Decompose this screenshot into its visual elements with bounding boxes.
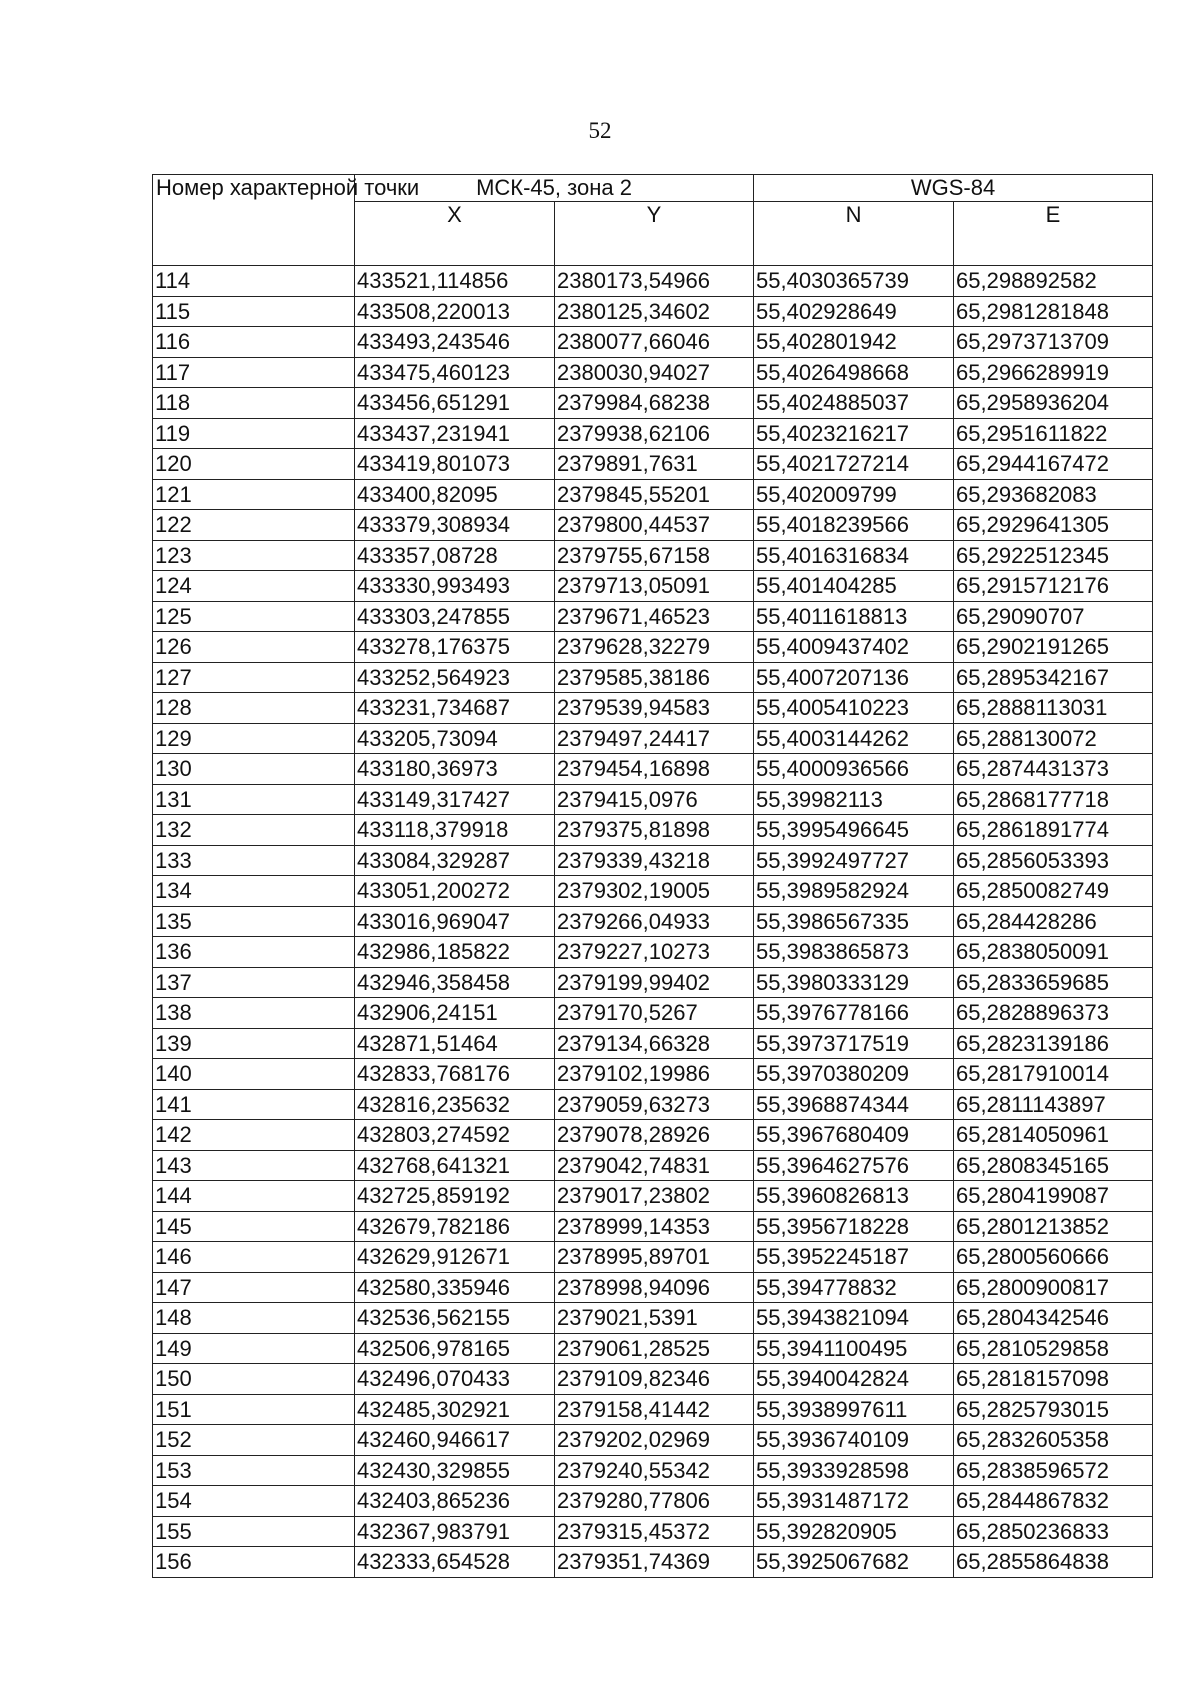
y-cell: 2379158,41442 bbox=[555, 1394, 754, 1425]
table-row bbox=[153, 1455, 1153, 1486]
table-row bbox=[153, 937, 1153, 968]
point-number-cell: 152 bbox=[153, 1425, 355, 1456]
point-number-cell: 145 bbox=[153, 1211, 355, 1242]
point-number-cell: 153 bbox=[153, 1455, 355, 1486]
coordinates-table bbox=[152, 174, 1153, 1578]
x-cell: 433051,200272 bbox=[355, 876, 555, 907]
n-cell: 55,3983865873 bbox=[754, 937, 954, 968]
point-number-cell: 134 bbox=[153, 876, 355, 907]
point-number-cell: 143 bbox=[153, 1150, 355, 1181]
header-msk45-zone2: МСК-45, зона 2 bbox=[355, 175, 754, 202]
x-cell: 432679,782186 bbox=[355, 1211, 555, 1242]
table-header bbox=[153, 175, 1153, 266]
n-cell: 55,3973717519 bbox=[754, 1028, 954, 1059]
y-cell: 2379017,23802 bbox=[555, 1181, 754, 1212]
table-body bbox=[153, 266, 1153, 1578]
header-point-number: Номер характерной точки bbox=[153, 175, 355, 266]
e-cell: 65,2850082749 bbox=[954, 876, 1153, 907]
x-cell: 433205,73094 bbox=[355, 723, 555, 754]
n-cell: 55,3995496645 bbox=[754, 815, 954, 846]
e-cell: 65,2861891774 bbox=[954, 815, 1153, 846]
n-cell: 55,4030365739 bbox=[754, 266, 954, 297]
e-cell: 65,2856053393 bbox=[954, 845, 1153, 876]
n-cell: 55,3943821094 bbox=[754, 1303, 954, 1334]
point-number-cell: 120 bbox=[153, 449, 355, 480]
x-cell: 433084,329287 bbox=[355, 845, 555, 876]
e-cell: 65,2944167472 bbox=[954, 449, 1153, 480]
point-number-cell: 147 bbox=[153, 1272, 355, 1303]
x-cell: 433456,651291 bbox=[355, 388, 555, 419]
x-cell: 433379,308934 bbox=[355, 510, 555, 541]
e-cell: 65,2804342546 bbox=[954, 1303, 1153, 1334]
e-cell: 65,2902191265 bbox=[954, 632, 1153, 663]
e-cell: 65,2966289919 bbox=[954, 357, 1153, 388]
point-number-cell: 118 bbox=[153, 388, 355, 419]
point-number-cell: 123 bbox=[153, 540, 355, 571]
e-cell: 65,2868177718 bbox=[954, 784, 1153, 815]
e-cell: 65,2804199087 bbox=[954, 1181, 1153, 1212]
x-cell: 433437,231941 bbox=[355, 418, 555, 449]
e-cell: 65,2895342167 bbox=[954, 662, 1153, 693]
point-number-cell: 131 bbox=[153, 784, 355, 815]
n-cell: 55,4009437402 bbox=[754, 632, 954, 663]
y-cell: 2379351,74369 bbox=[555, 1547, 754, 1578]
point-number-cell: 138 bbox=[153, 998, 355, 1029]
table-row bbox=[153, 418, 1153, 449]
e-cell: 65,2808345165 bbox=[954, 1150, 1153, 1181]
y-cell: 2379585,38186 bbox=[555, 662, 754, 693]
y-cell: 2380125,34602 bbox=[555, 296, 754, 327]
x-cell: 433118,379918 bbox=[355, 815, 555, 846]
n-cell: 55,4007207136 bbox=[754, 662, 954, 693]
table-row bbox=[153, 784, 1153, 815]
e-cell: 65,298892582 bbox=[954, 266, 1153, 297]
e-cell: 65,2823139186 bbox=[954, 1028, 1153, 1059]
y-cell: 2379539,94583 bbox=[555, 693, 754, 724]
point-number-cell: 121 bbox=[153, 479, 355, 510]
point-number-cell: 114 bbox=[153, 266, 355, 297]
e-cell: 65,2838596572 bbox=[954, 1455, 1153, 1486]
y-cell: 2380030,94027 bbox=[555, 357, 754, 388]
n-cell: 55,39982113 bbox=[754, 784, 954, 815]
table-row bbox=[153, 1303, 1153, 1334]
n-cell: 55,3992497727 bbox=[754, 845, 954, 876]
point-number-cell: 141 bbox=[153, 1089, 355, 1120]
y-cell: 2379170,5267 bbox=[555, 998, 754, 1029]
n-cell: 55,3941100495 bbox=[754, 1333, 954, 1364]
e-cell: 65,2973713709 bbox=[954, 327, 1153, 358]
table-row bbox=[153, 357, 1153, 388]
point-number-cell: 127 bbox=[153, 662, 355, 693]
point-number-cell: 139 bbox=[153, 1028, 355, 1059]
y-cell: 2380077,66046 bbox=[555, 327, 754, 358]
point-number-cell: 137 bbox=[153, 967, 355, 998]
table-row bbox=[153, 693, 1153, 724]
n-cell: 55,4000936566 bbox=[754, 754, 954, 785]
n-cell: 55,394778832 bbox=[754, 1272, 954, 1303]
y-cell: 2379755,67158 bbox=[555, 540, 754, 571]
x-cell: 433419,801073 bbox=[355, 449, 555, 480]
n-cell: 55,4021727214 bbox=[754, 449, 954, 480]
x-cell: 432629,912671 bbox=[355, 1242, 555, 1273]
y-cell: 2379339,43218 bbox=[555, 845, 754, 876]
x-cell: 432833,768176 bbox=[355, 1059, 555, 1090]
table-row bbox=[153, 449, 1153, 480]
point-number-cell: 146 bbox=[153, 1242, 355, 1273]
point-number-cell: 129 bbox=[153, 723, 355, 754]
point-number-cell: 132 bbox=[153, 815, 355, 846]
n-cell: 55,4018239566 bbox=[754, 510, 954, 541]
table-row bbox=[153, 510, 1153, 541]
n-cell: 55,402928649 bbox=[754, 296, 954, 327]
point-number-cell: 130 bbox=[153, 754, 355, 785]
y-cell: 2378998,94096 bbox=[555, 1272, 754, 1303]
point-number-cell: 144 bbox=[153, 1181, 355, 1212]
point-number-cell: 156 bbox=[153, 1547, 355, 1578]
table-row bbox=[153, 845, 1153, 876]
e-cell: 65,2888113031 bbox=[954, 693, 1153, 724]
x-cell: 432460,946617 bbox=[355, 1425, 555, 1456]
e-cell: 65,2850236833 bbox=[954, 1516, 1153, 1547]
e-cell: 65,2922512345 bbox=[954, 540, 1153, 571]
point-number-cell: 149 bbox=[153, 1333, 355, 1364]
n-cell: 55,4024885037 bbox=[754, 388, 954, 419]
x-cell: 432485,302921 bbox=[355, 1394, 555, 1425]
header-x: X bbox=[355, 202, 555, 266]
e-cell: 65,29090707 bbox=[954, 601, 1153, 632]
y-cell: 2379713,05091 bbox=[555, 571, 754, 602]
e-cell: 65,2801213852 bbox=[954, 1211, 1153, 1242]
e-cell: 65,2811143897 bbox=[954, 1089, 1153, 1120]
x-cell: 433475,460123 bbox=[355, 357, 555, 388]
n-cell: 55,3989582924 bbox=[754, 876, 954, 907]
e-cell: 65,2818157098 bbox=[954, 1364, 1153, 1395]
x-cell: 432816,235632 bbox=[355, 1089, 555, 1120]
y-cell: 2379059,63273 bbox=[555, 1089, 754, 1120]
n-cell: 55,401404285 bbox=[754, 571, 954, 602]
point-number-cell: 150 bbox=[153, 1364, 355, 1395]
y-cell: 2379227,10273 bbox=[555, 937, 754, 968]
point-number-cell: 128 bbox=[153, 693, 355, 724]
y-cell: 2379042,74831 bbox=[555, 1150, 754, 1181]
x-cell: 432367,983791 bbox=[355, 1516, 555, 1547]
y-cell: 2379628,32279 bbox=[555, 632, 754, 663]
e-cell: 65,2929641305 bbox=[954, 510, 1153, 541]
y-cell: 2379199,99402 bbox=[555, 967, 754, 998]
point-number-cell: 151 bbox=[153, 1394, 355, 1425]
y-cell: 2379845,55201 bbox=[555, 479, 754, 510]
table-row bbox=[153, 1181, 1153, 1212]
n-cell: 55,3933928598 bbox=[754, 1455, 954, 1486]
point-number-cell: 136 bbox=[153, 937, 355, 968]
e-cell: 65,2800900817 bbox=[954, 1272, 1153, 1303]
x-cell: 433231,734687 bbox=[355, 693, 555, 724]
table-row bbox=[153, 723, 1153, 754]
x-cell: 432333,654528 bbox=[355, 1547, 555, 1578]
table-row bbox=[153, 1120, 1153, 1151]
e-cell: 65,2828896373 bbox=[954, 998, 1153, 1029]
point-number-cell: 133 bbox=[153, 845, 355, 876]
y-cell: 2378999,14353 bbox=[555, 1211, 754, 1242]
y-cell: 2378995,89701 bbox=[555, 1242, 754, 1273]
x-cell: 433508,220013 bbox=[355, 296, 555, 327]
e-cell: 65,2951611822 bbox=[954, 418, 1153, 449]
table-row bbox=[153, 571, 1153, 602]
point-number-cell: 142 bbox=[153, 1120, 355, 1151]
y-cell: 2379061,28525 bbox=[555, 1333, 754, 1364]
n-cell: 55,4005410223 bbox=[754, 693, 954, 724]
table-row bbox=[153, 601, 1153, 632]
n-cell: 55,3960826813 bbox=[754, 1181, 954, 1212]
e-cell: 65,2981281848 bbox=[954, 296, 1153, 327]
table-row bbox=[153, 1547, 1153, 1578]
table-row bbox=[153, 1028, 1153, 1059]
y-cell: 2379315,45372 bbox=[555, 1516, 754, 1547]
x-cell: 433400,82095 bbox=[355, 479, 555, 510]
y-cell: 2379375,81898 bbox=[555, 815, 754, 846]
table-row bbox=[153, 1211, 1153, 1242]
n-cell: 55,3931487172 bbox=[754, 1486, 954, 1517]
n-cell: 55,3967680409 bbox=[754, 1120, 954, 1151]
table-row bbox=[153, 906, 1153, 937]
table-row bbox=[153, 1089, 1153, 1120]
n-cell: 55,4026498668 bbox=[754, 357, 954, 388]
n-cell: 55,4023216217 bbox=[754, 418, 954, 449]
table-row bbox=[153, 388, 1153, 419]
x-cell: 433180,36973 bbox=[355, 754, 555, 785]
table-row bbox=[153, 540, 1153, 571]
y-cell: 2379266,04933 bbox=[555, 906, 754, 937]
n-cell: 55,4011618813 bbox=[754, 601, 954, 632]
y-cell: 2380173,54966 bbox=[555, 266, 754, 297]
point-number-cell: 126 bbox=[153, 632, 355, 663]
x-cell: 433303,247855 bbox=[355, 601, 555, 632]
e-cell: 65,2838050091 bbox=[954, 937, 1153, 968]
x-cell: 432803,274592 bbox=[355, 1120, 555, 1151]
y-cell: 2379102,19986 bbox=[555, 1059, 754, 1090]
y-cell: 2379134,66328 bbox=[555, 1028, 754, 1059]
header-y: Y bbox=[555, 202, 754, 266]
y-cell: 2379984,68238 bbox=[555, 388, 754, 419]
n-cell: 55,3964627576 bbox=[754, 1150, 954, 1181]
point-number-cell: 115 bbox=[153, 296, 355, 327]
x-cell: 433278,176375 bbox=[355, 632, 555, 663]
table-row bbox=[153, 815, 1153, 846]
e-cell: 65,2832605358 bbox=[954, 1425, 1153, 1456]
header-n: N bbox=[754, 202, 954, 266]
point-number-cell: 119 bbox=[153, 418, 355, 449]
e-cell: 65,293682083 bbox=[954, 479, 1153, 510]
point-number-cell: 116 bbox=[153, 327, 355, 358]
table-row bbox=[153, 1242, 1153, 1273]
x-cell: 433330,993493 bbox=[355, 571, 555, 602]
x-cell: 432946,358458 bbox=[355, 967, 555, 998]
point-number-cell: 154 bbox=[153, 1486, 355, 1517]
table-row bbox=[153, 1486, 1153, 1517]
x-cell: 433521,114856 bbox=[355, 266, 555, 297]
e-cell: 65,2874431373 bbox=[954, 754, 1153, 785]
n-cell: 55,3952245187 bbox=[754, 1242, 954, 1273]
point-number-cell: 117 bbox=[153, 357, 355, 388]
x-cell: 432725,859192 bbox=[355, 1181, 555, 1212]
n-cell: 55,3925067682 bbox=[754, 1547, 954, 1578]
n-cell: 55,3968874344 bbox=[754, 1089, 954, 1120]
n-cell: 55,3986567335 bbox=[754, 906, 954, 937]
x-cell: 432871,51464 bbox=[355, 1028, 555, 1059]
point-number-cell: 125 bbox=[153, 601, 355, 632]
e-cell: 65,2958936204 bbox=[954, 388, 1153, 419]
x-cell: 432430,329855 bbox=[355, 1455, 555, 1486]
n-cell: 55,4016316834 bbox=[754, 540, 954, 571]
y-cell: 2379891,7631 bbox=[555, 449, 754, 480]
x-cell: 432906,24151 bbox=[355, 998, 555, 1029]
table-row bbox=[153, 967, 1153, 998]
x-cell: 433493,243546 bbox=[355, 327, 555, 358]
y-cell: 2379078,28926 bbox=[555, 1120, 754, 1151]
y-cell: 2379497,24417 bbox=[555, 723, 754, 754]
table-row bbox=[153, 1272, 1153, 1303]
table-row bbox=[153, 296, 1153, 327]
y-cell: 2379938,62106 bbox=[555, 418, 754, 449]
table-row bbox=[153, 1364, 1153, 1395]
x-cell: 432768,641321 bbox=[355, 1150, 555, 1181]
table-row bbox=[153, 479, 1153, 510]
n-cell: 55,3970380209 bbox=[754, 1059, 954, 1090]
x-cell: 433252,564923 bbox=[355, 662, 555, 693]
table-row bbox=[153, 754, 1153, 785]
e-cell: 65,284428286 bbox=[954, 906, 1153, 937]
point-number-cell: 124 bbox=[153, 571, 355, 602]
y-cell: 2379240,55342 bbox=[555, 1455, 754, 1486]
x-cell: 432986,185822 bbox=[355, 937, 555, 968]
e-cell: 65,2814050961 bbox=[954, 1120, 1153, 1151]
header-wgs84: WGS-84 bbox=[754, 175, 1153, 202]
point-number-cell: 140 bbox=[153, 1059, 355, 1090]
n-cell: 55,3936740109 bbox=[754, 1425, 954, 1456]
table-row bbox=[153, 1150, 1153, 1181]
e-cell: 65,288130072 bbox=[954, 723, 1153, 754]
e-cell: 65,2817910014 bbox=[954, 1059, 1153, 1090]
page-number: 52 bbox=[588, 118, 612, 143]
point-number-cell: 122 bbox=[153, 510, 355, 541]
n-cell: 55,3980333129 bbox=[754, 967, 954, 998]
y-cell: 2379454,16898 bbox=[555, 754, 754, 785]
y-cell: 2379280,77806 bbox=[555, 1486, 754, 1517]
n-cell: 55,4003144262 bbox=[754, 723, 954, 754]
e-cell: 65,2844867832 bbox=[954, 1486, 1153, 1517]
n-cell: 55,3956718228 bbox=[754, 1211, 954, 1242]
table-row bbox=[153, 1059, 1153, 1090]
y-cell: 2379202,02969 bbox=[555, 1425, 754, 1456]
table-row bbox=[153, 266, 1153, 297]
y-cell: 2379671,46523 bbox=[555, 601, 754, 632]
x-cell: 432536,562155 bbox=[355, 1303, 555, 1334]
point-number-cell: 135 bbox=[153, 906, 355, 937]
x-cell: 433149,317427 bbox=[355, 784, 555, 815]
table-row bbox=[153, 998, 1153, 1029]
y-cell: 2379415,0976 bbox=[555, 784, 754, 815]
y-cell: 2379021,5391 bbox=[555, 1303, 754, 1334]
n-cell: 55,3976778166 bbox=[754, 998, 954, 1029]
y-cell: 2379109,82346 bbox=[555, 1364, 754, 1395]
y-cell: 2379302,19005 bbox=[555, 876, 754, 907]
header-e: E bbox=[954, 202, 1153, 266]
table-row bbox=[153, 1516, 1153, 1547]
table-row bbox=[153, 1425, 1153, 1456]
e-cell: 65,2855864838 bbox=[954, 1547, 1153, 1578]
table-row bbox=[153, 1333, 1153, 1364]
table-row bbox=[153, 327, 1153, 358]
point-number-cell: 148 bbox=[153, 1303, 355, 1334]
n-cell: 55,3940042824 bbox=[754, 1364, 954, 1395]
table-row bbox=[153, 876, 1153, 907]
e-cell: 65,2833659685 bbox=[954, 967, 1153, 998]
n-cell: 55,402009799 bbox=[754, 479, 954, 510]
x-cell: 432403,865236 bbox=[355, 1486, 555, 1517]
e-cell: 65,2800560666 bbox=[954, 1242, 1153, 1273]
x-cell: 432580,335946 bbox=[355, 1272, 555, 1303]
e-cell: 65,2810529858 bbox=[954, 1333, 1153, 1364]
table-row bbox=[153, 662, 1153, 693]
e-cell: 65,2825793015 bbox=[954, 1394, 1153, 1425]
e-cell: 65,2915712176 bbox=[954, 571, 1153, 602]
x-cell: 432496,070433 bbox=[355, 1364, 555, 1395]
table-row bbox=[153, 1394, 1153, 1425]
table-row bbox=[153, 632, 1153, 663]
x-cell: 433016,969047 bbox=[355, 906, 555, 937]
n-cell: 55,3938997611 bbox=[754, 1394, 954, 1425]
n-cell: 55,402801942 bbox=[754, 327, 954, 358]
n-cell: 55,392820905 bbox=[754, 1516, 954, 1547]
x-cell: 433357,08728 bbox=[355, 540, 555, 571]
point-number-cell: 155 bbox=[153, 1516, 355, 1547]
y-cell: 2379800,44537 bbox=[555, 510, 754, 541]
x-cell: 432506,978165 bbox=[355, 1333, 555, 1364]
